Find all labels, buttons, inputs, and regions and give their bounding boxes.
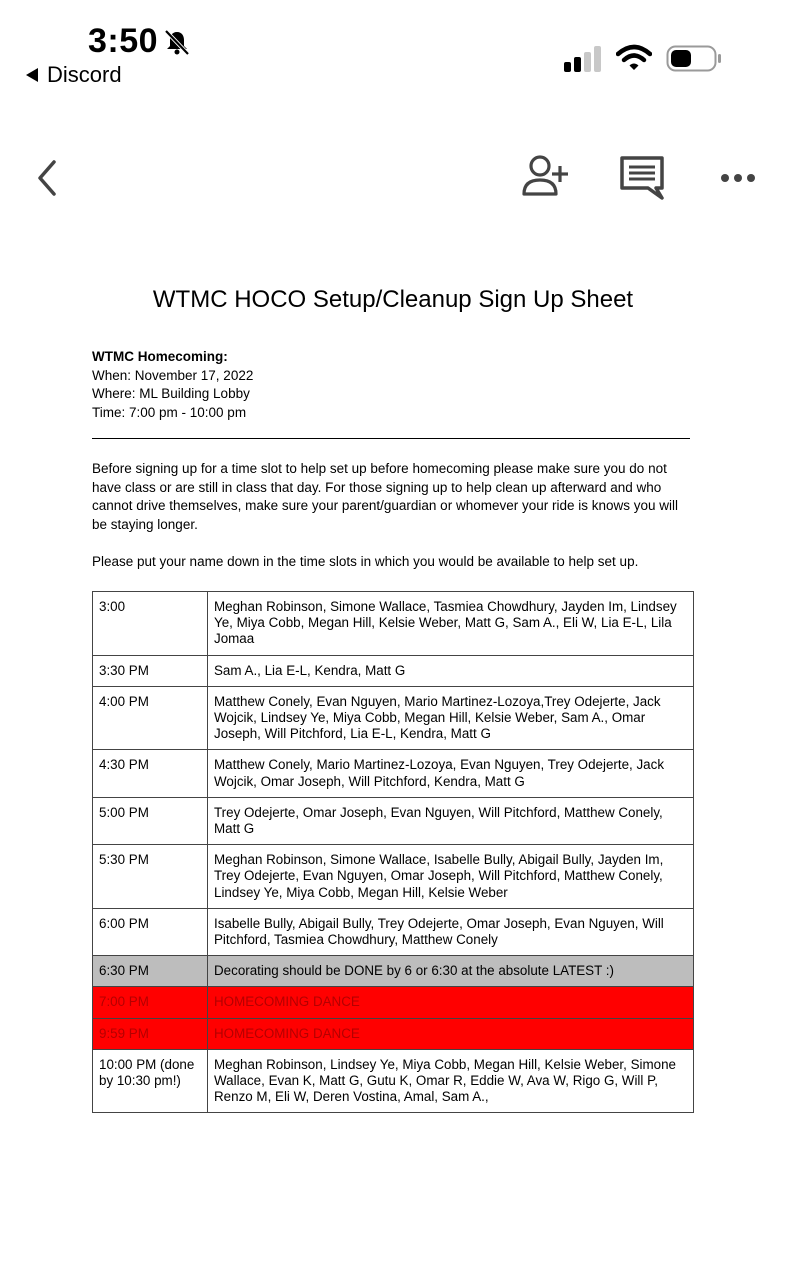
time-cell: 5:30 PM <box>93 845 208 909</box>
time-cell: 9:59 PM <box>93 1018 208 1049</box>
table-row-dance <box>93 987 694 1018</box>
names-cell: HOMECOMING DANCE <box>208 987 694 1018</box>
table-row <box>93 797 694 844</box>
names-cell: Trey Odejerte, Omar Joseph, Evan Nguyen, Will Pitchford, Matthew Conely, Matt G <box>208 797 694 844</box>
event-where: Where: ML Building Lobby <box>92 386 250 402</box>
event-time: Time: 7:00 pm - 10:00 pm <box>92 405 247 421</box>
names-cell: HOMECOMING DANCE <box>208 1018 694 1049</box>
time-cell: 10:00 PM (done by 10:30 pm!) <box>93 1049 208 1113</box>
document-title: WTMC HOCO Setup/Cleanup Sign Up Sheet <box>152 286 634 313</box>
event-heading: WTMC Homecoming: <box>92 349 228 364</box>
person-add-icon[interactable] <box>520 154 570 200</box>
table-row-highlighted <box>93 956 694 987</box>
wifi-icon <box>616 44 652 72</box>
table-row <box>93 686 694 750</box>
chevron-left-icon[interactable] <box>30 158 66 198</box>
names-cell: Isabelle Bully, Abigail Bully, Trey Odejerte, Omar Joseph, Evan Nguyen, Will Pitchford, Tasmiea Chowdhury, Matthew Conely <box>208 908 694 955</box>
cellular-signal-icon <box>564 46 604 72</box>
time-cell: 4:30 PM <box>93 750 208 797</box>
names-cell: Sam A., Lia E-L, Kendra, Matt G <box>208 655 694 686</box>
time-cell: 6:30 PM <box>93 956 208 987</box>
table-row <box>93 1049 694 1113</box>
bell-muted-icon <box>162 27 192 57</box>
back-triangle-icon <box>26 68 38 82</box>
names-cell: Decorating should be DONE by 6 or 6:30 at the absolute LATEST :) <box>208 956 694 987</box>
signup-table <box>92 591 694 1113</box>
time-cell: 5:00 PM <box>93 797 208 844</box>
table-row <box>93 592 694 656</box>
table-row <box>93 750 694 797</box>
document-page <box>92 280 694 1105</box>
names-cell: Matthew Conely, Mario Martinez-Lozoya, Evan Nguyen, Trey Odejerte, Jack Wojcik, Omar Joseph, Will Pitchford, Kendra, Matt G <box>208 750 694 797</box>
app-toolbar <box>0 140 786 220</box>
time-cell: 7:00 PM <box>93 987 208 1018</box>
status-bar <box>0 0 786 100</box>
event-when: When: November 17, 2022 <box>92 367 254 383</box>
event-details <box>92 348 253 423</box>
comment-icon[interactable] <box>618 154 666 204</box>
names-cell: Meghan Robinson, Simone Wallace, Isabelle Bully, Abigail Bully, Jayden Im, Trey Odejerte, Evan Nguyen, Omar Joseph, Will Pitchford, Matthew Conely, Lindsey Ye, Miya Cobb, Megan Hill, Kelsie Weber <box>208 845 694 909</box>
names-cell: Matthew Conely, Evan Nguyen, Mario Martinez-Lozoya,Trey Odejerte, Jack Wojcik, Lindsey Ye, Miya Cobb, Megan Hill, Kelsie Weber, Sam A., Omar Joseph, Will Pitchford, Lia E-L, Kendra, Matt G <box>208 686 694 750</box>
names-cell: Meghan Robinson, Simone Wallace, Tasmiea Chowdhury, Jayden Im, Lindsey Ye, Miya Cobb, Megan Hill, Kelsie Weber, Matt G, Sam A., Eli W, Lia E-L, Lila Jomaa <box>208 592 694 656</box>
horizontal-divider <box>92 438 690 439</box>
clock <box>88 22 192 61</box>
battery-icon <box>666 45 722 72</box>
time-cell: 3:00 <box>93 592 208 656</box>
clock-time: 3:50 <box>88 22 159 60</box>
table-row <box>93 655 694 686</box>
time-cell: 3:30 PM <box>93 655 208 686</box>
time-cell: 6:00 PM <box>93 908 208 955</box>
time-cell: 4:00 PM <box>93 686 208 750</box>
back-to-app-link[interactable] <box>26 62 122 88</box>
table-row-dance <box>93 1018 694 1049</box>
intro-paragraph: Before signing up for a time slot to help set up before homecoming please make sure you do not have class or are still in class that day. For those signing up to help clean up afterward and who cannot drive themselves, make sure your parent/guardian or whomever your ride is knows you will be staying longer. <box>92 461 679 532</box>
table-row <box>93 908 694 955</box>
more-horizontal-icon[interactable] <box>718 166 758 190</box>
names-cell: Meghan Robinson, Lindsey Ye, Miya Cobb, Megan Hill, Kelsie Weber, Simone Wallace, Evan K, Matt G, Gutu K, Omar R, Eddie W, Ava W, Rigo G, Will P, Renzo M, Eli W, Deren Vostina, Amal, Sam A., <box>208 1049 694 1113</box>
instruction-paragraph: Please put your name down in the time slots in which you would be available to help set up. <box>92 554 639 569</box>
back-app-label: Discord <box>47 62 122 87</box>
table-row <box>93 845 694 909</box>
